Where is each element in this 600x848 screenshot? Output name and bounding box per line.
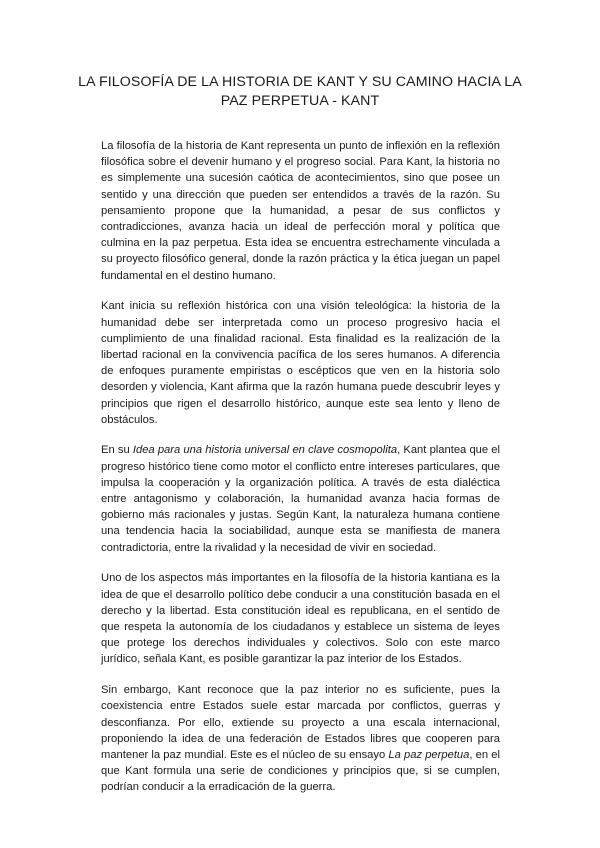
paragraph-2: Kant inicia su reflexión histórica con una visión teleológica: la historia de la humanidad debe ser interpretada como un proceso progresivo hacia el cumplimiento de una finalidad racional. Esta finalidad es la realización de la libertad racional en la convivencia pacífica de los seres humanos. A diferencia de enfoques puramente empiristas o escépticos que ven en la historia solo desorden y violencia, Kant afirma que la razón humana puede descubrir leyes y principios que rigen el desarrollo histórico, aunque este sea lento y lleno de obstáculos. [101, 300, 500, 426]
paragraph-5 [101, 682, 500, 795]
paragraph-3-lead: En su [101, 444, 133, 457]
document-title: LA FILOSOFÍA DE LA HISTORIA DE KANT Y SU CAMINO HACIA LA PAZ PERPETUA - KANT [78, 74, 522, 109]
paragraph-4: Uno de los aspectos más importantes en la filosofía de la historia kantiana es la idea de que el desarrollo político debe conducir a una constitución basada en el derecho y la libertad. Esta constitución ideal es republicana, en el sentido de que respeta la autonomía de los ciudadanos y establece un sistema de leyes que protege los derechos individuales y colectivos. Solo con este marco jurídico, señala Kant, es posible garantizar la paz interior de los Estados. [101, 572, 500, 666]
paragraph-3 [101, 442, 500, 555]
book-title-paz-perpetua: La paz perpetua [388, 748, 470, 761]
book-title-idea-historia-universal: Idea para una historia universal en clave cosmopolita [132, 444, 398, 457]
document-body [101, 138, 500, 810]
paragraph-3-rest: , Kant plantea que el progreso histórico tiene como motor el conflicto entre intereses particulares, que impulsa la cooperación y la organización política. A través de esta dialéctica entre antagonismo y colaboración, la humanidad avanza hacia formas de gobierno más racionales y justas. Según Kant, la naturaleza humana contiene una tendencia hacia la sociabilidad, aunque esta se manifiesta de manera contradictoria, entre la rivalidad y la necesidad de vivir en sociedad. [101, 444, 501, 554]
paragraph-5-lead: Sin embargo, Kant reconoce que la paz interior no es suficiente, pues la coexistencia entre Estados suele estar marcada por conflictos, guerras y desconfianza. Por ello, extiende su proyecto a una escala internacional, proponiendo la idea de una federación de Estados libres que cooperen para mantener la paz mundial. Este es el núcleo de su ensayo [101, 684, 500, 761]
paragraph-1: La filosofía de la historia de Kant representa un punto de inflexión en la reflexión filosófica sobre el devenir humano y el progreso social. Para Kant, la historia no es simplemente una sucesión caótica de acontecimientos, sino que posee un sentido y una dirección que pueden ser entendidos a través de la razón. Su pensamiento propone que la humanidad, a pesar de sus conflictos y contradicciones, avanza hacia un ideal de perfección moral y política que culmina en la paz perpetua. Esta idea se encuentra estrechamente vinculada a su proyecto filosófico general, donde la razón práctica y la ética juegan un papel fundamental en el destino humano. [101, 140, 500, 282]
paragraph-5-rest: , en el que Kant formula una serie de condiciones y principios que, si se cumplen, podrían conducir a la erradicación de la guerra. [101, 748, 500, 794]
